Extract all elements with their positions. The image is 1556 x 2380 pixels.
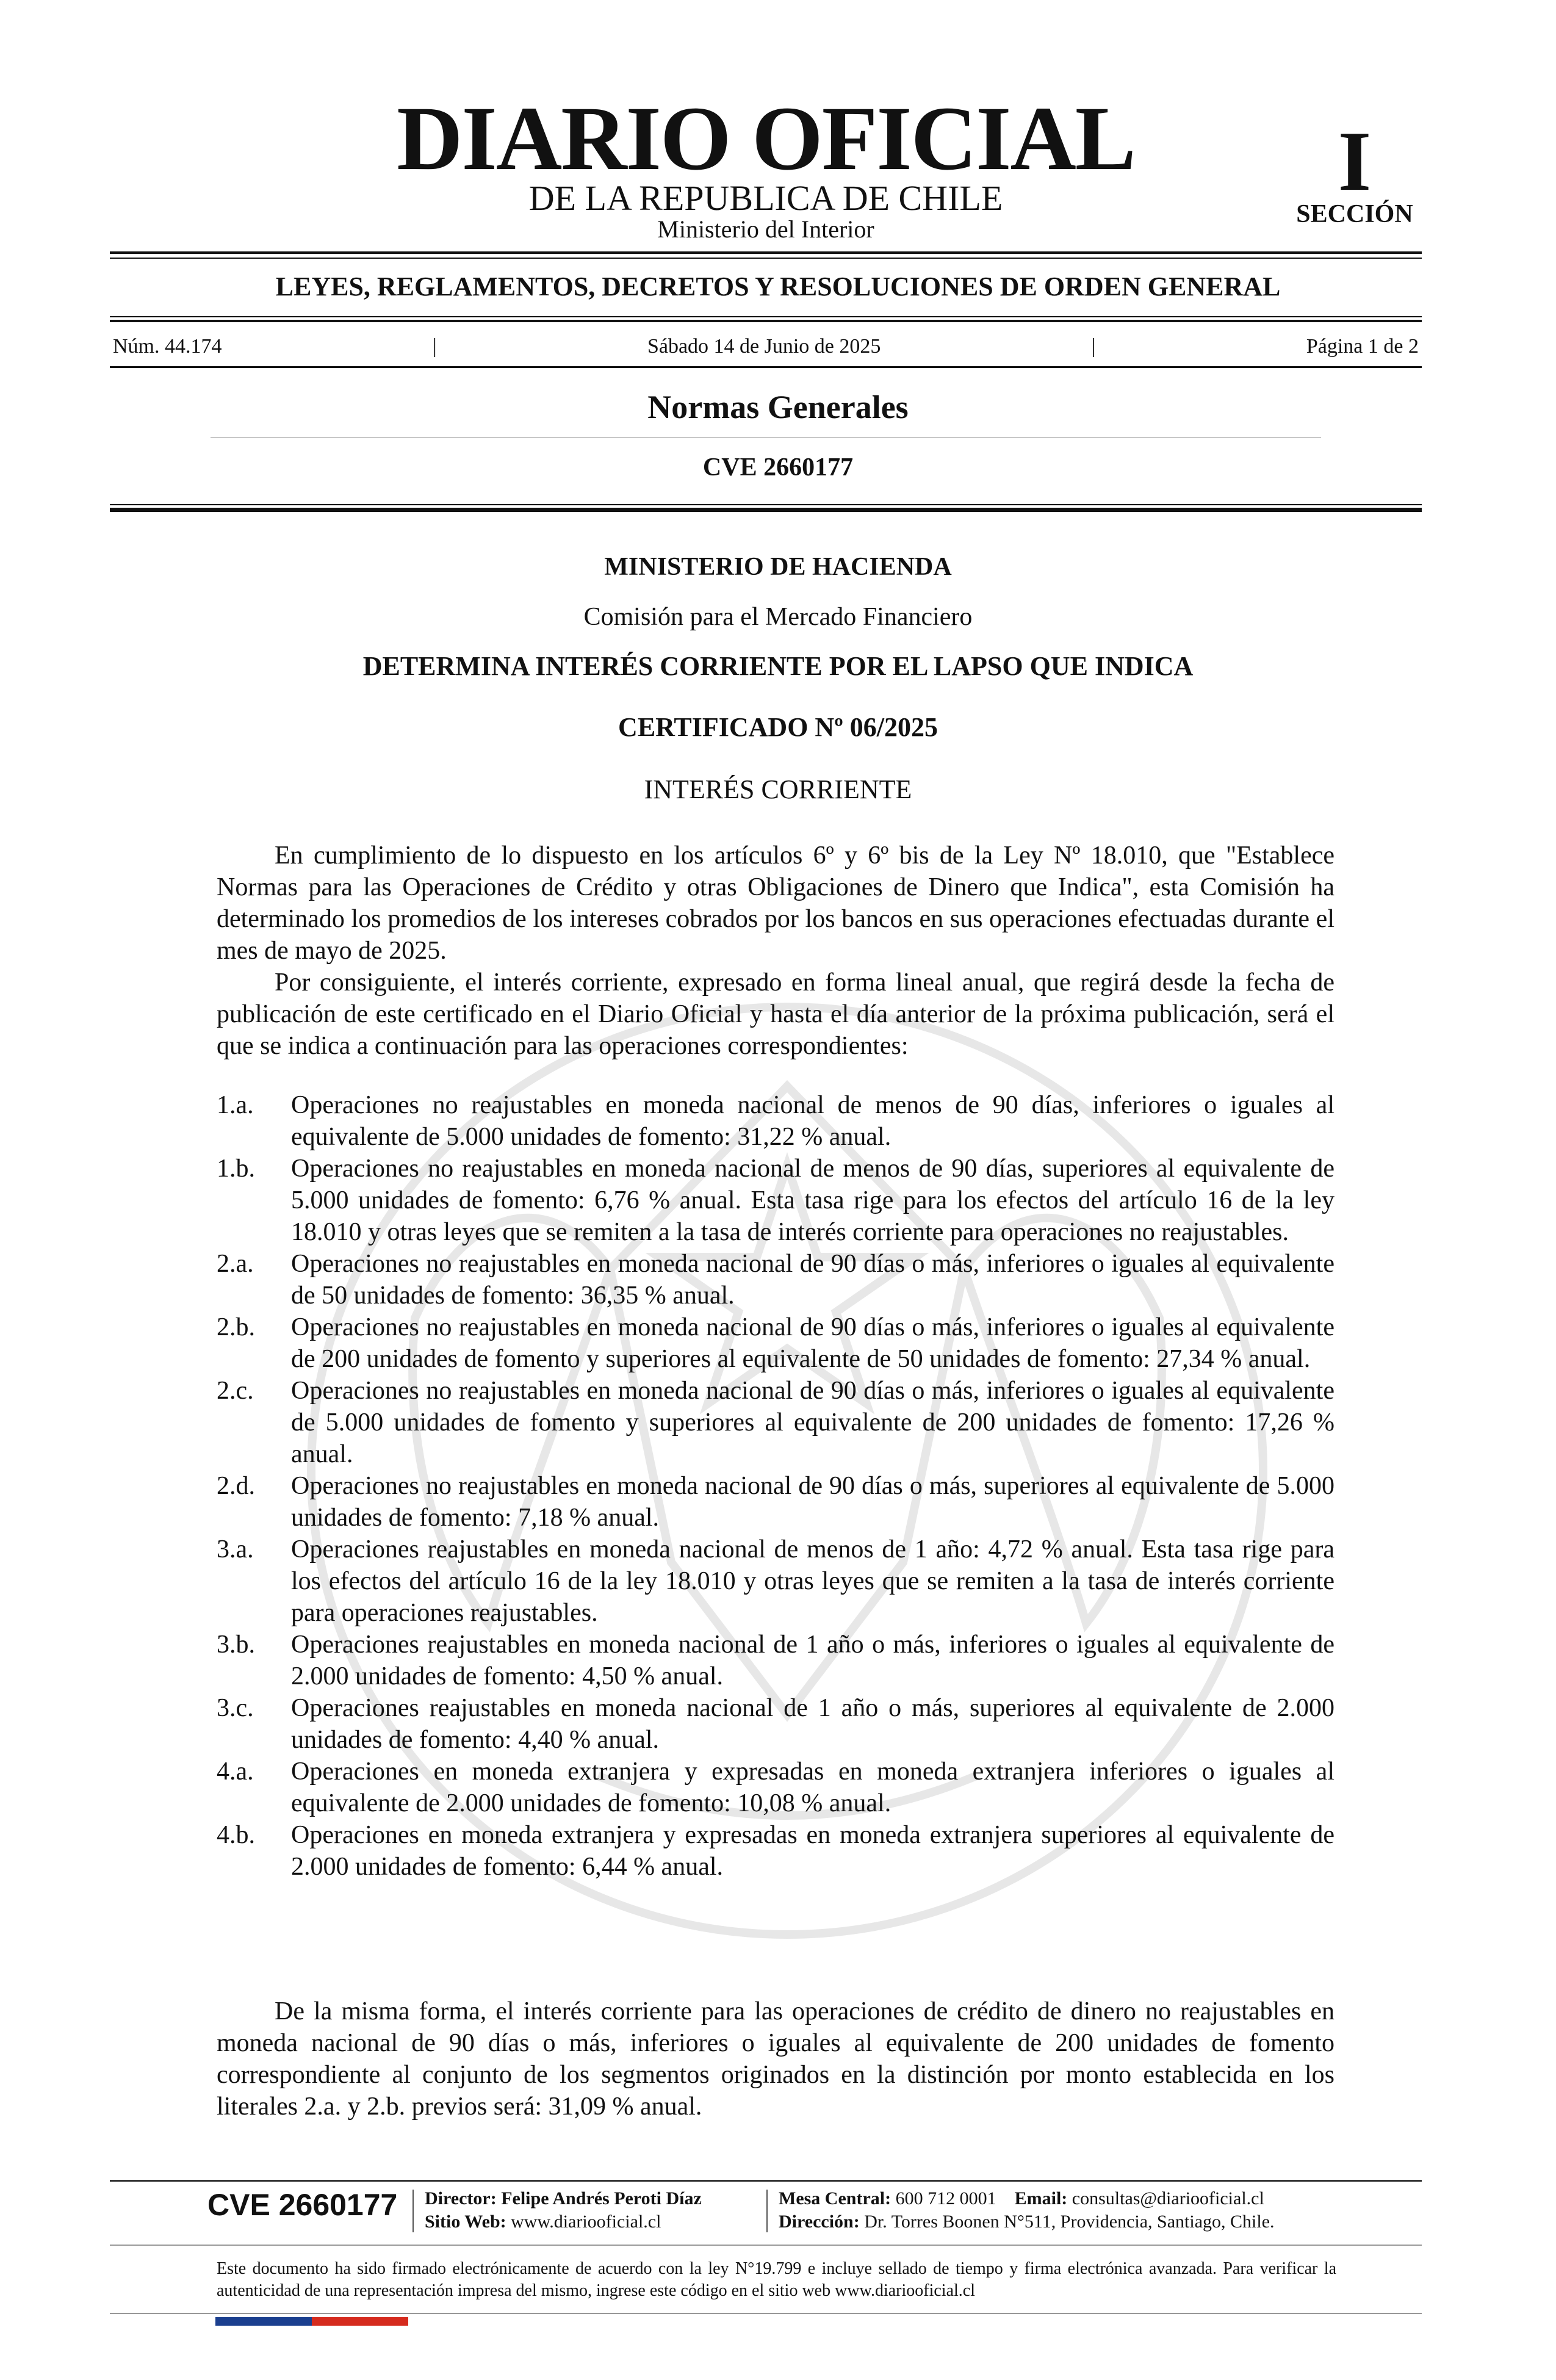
masthead-subtitle: DE LA REPUBLICA DE CHILE bbox=[528, 178, 1003, 218]
info-rule bbox=[110, 366, 1422, 368]
masthead-ministry: Ministerio del Interior bbox=[657, 215, 874, 243]
info-separator: | bbox=[432, 335, 437, 358]
item-text: Operaciones reajustables en moneda nacional de 1 año o más, inferiores o iguales al equivalente de 2.000 unidades de fomento: 4,50 % anual. bbox=[291, 1631, 1334, 1690]
issue-info-bar bbox=[113, 334, 1419, 359]
page-indicator: Página 1 de 2 bbox=[1306, 335, 1419, 358]
cve-code: CVE 2660177 bbox=[702, 453, 854, 481]
item-number: 2.c. bbox=[217, 1377, 254, 1405]
item-text: Operaciones en moneda extranjera y expresadas en moneda extranjera inferiores o iguales al equivalente de 2.000 unidades de fomento: 10,08 % anual. bbox=[291, 1758, 1334, 1817]
director-name: Felipe Andrés Peroti Díaz bbox=[501, 2188, 702, 2209]
item-number: 4.b. bbox=[217, 1821, 255, 1849]
item-number: 1.a. bbox=[217, 1091, 254, 1119]
footer-director bbox=[425, 2187, 773, 2210]
paragraph-1: En cumplimiento de lo dispuesto en los artículos 6º y 6º bis de la Ley Nº 18.010, que "Establece Normas para las Operaciones de Crédito y otras Obligaciones de Dinero que Indica", esta Comisión ha determinado los promedios de los intereses cobrados por los bancos en sus operaciones efectuadas durante el mes de mayo de 2025. bbox=[217, 842, 1334, 965]
site-label: Sitio Web: bbox=[425, 2212, 506, 2232]
flag-blue-stripe bbox=[215, 2317, 312, 2326]
item-text: Operaciones reajustables en moneda nacional de menos de 1 año: 4,72 % anual. Esta tasa rige para los efectos del artículo 16 de la ley 18.010 y otras leyes que se remiten a la tasa de interés corriente para operaciones reajustables. bbox=[291, 1535, 1334, 1627]
footer-contact-block bbox=[779, 2187, 1358, 2234]
footer-rule bbox=[110, 2180, 1422, 2182]
item-text: Operaciones reajustables en moneda nacional de 1 año o más, superiores al equivalente de 2.000 unidades de fomento: 4,40 % anual. bbox=[291, 1694, 1334, 1754]
footer-rule-thin bbox=[110, 2245, 1422, 2246]
item-text: Operaciones no reajustables en moneda nacional de 90 días o más, inferiores o iguales al equivalente de 200 unidades de fomento y superiores al equivalente de 50 unidades de fomento: 27,34 % anual. bbox=[291, 1313, 1334, 1373]
address-label: Dirección: bbox=[779, 2212, 860, 2232]
body-intro bbox=[217, 840, 1334, 1062]
document-heading: DETERMINA INTERÉS CORRIENTE POR EL LAPSO QUE INDICA bbox=[362, 651, 1194, 681]
item-text: Operaciones no reajustables en moneda nacional de 90 días o más, superiores al equivalente de 5.000 unidades de fomento: 7,18 % anual. bbox=[291, 1472, 1334, 1532]
footer-disclaimer: Este documento ha sido firmado electrónicamente de acuerdo con la ley N°19.799 e incluye sellado de tiempo y firma electrónica avanzada. Para verificar la autenticidad de una representación impresa del mismo, ingrese este código en el sitio web www.diariooficial.cl bbox=[217, 2259, 1336, 2300]
list-item bbox=[217, 1375, 1334, 1470]
issue-date: Sábado 14 de Junio de 2025 bbox=[647, 335, 881, 358]
site-link[interactable]: www.diariooficial.cl bbox=[511, 2212, 661, 2232]
item-number: 2.b. bbox=[217, 1313, 255, 1341]
list-item bbox=[217, 1248, 1334, 1311]
ministry-heading: MINISTERIO DE HACIENDA bbox=[604, 553, 952, 581]
header-rule-thick bbox=[110, 508, 1422, 512]
category-rule-thin bbox=[110, 316, 1422, 317]
item-number: 3.c. bbox=[217, 1694, 254, 1722]
masthead-title: DIARIO OFICIAL bbox=[397, 88, 1135, 189]
list-item bbox=[217, 1311, 1334, 1375]
list-item bbox=[217, 1470, 1334, 1534]
info-separator: | bbox=[1091, 335, 1096, 358]
item-number: 4.a. bbox=[217, 1758, 254, 1786]
section-label: SECCIÓN bbox=[1296, 200, 1413, 228]
footer-cve: CVE 2660177 bbox=[207, 2188, 398, 2222]
list-item bbox=[217, 1819, 1334, 1883]
list-item bbox=[217, 1089, 1334, 1153]
masthead-rule-top-thin bbox=[110, 258, 1422, 259]
list-item bbox=[217, 1629, 1334, 1692]
item-number: 2.d. bbox=[217, 1472, 255, 1500]
item-text: Operaciones no reajustables en moneda nacional de menos de 90 días, inferiores o iguales al equivalente de 5.000 unidades de fomento: 31,22 % anual. bbox=[291, 1091, 1334, 1151]
director-label: Director: bbox=[425, 2188, 497, 2209]
email-label: Email: bbox=[1014, 2188, 1068, 2209]
category-heading: LEYES, REGLAMENTOS, DECRETOS Y RESOLUCIONES DE ORDEN GENERAL bbox=[275, 272, 1281, 301]
footer-separator bbox=[766, 2190, 768, 2232]
section-number: I bbox=[1338, 114, 1372, 209]
subject-heading: INTERÉS CORRIENTE bbox=[644, 774, 912, 804]
footer-address bbox=[779, 2210, 1358, 2234]
item-number: 2.a. bbox=[217, 1250, 254, 1278]
email-link[interactable]: consultas@diariooficial.cl bbox=[1072, 2188, 1264, 2209]
footer-site bbox=[425, 2210, 773, 2234]
footer-contact bbox=[779, 2187, 1358, 2210]
list-item bbox=[217, 1534, 1334, 1629]
phone-label: Mesa Central: bbox=[779, 2188, 891, 2209]
item-number: 3.b. bbox=[217, 1631, 255, 1659]
list-item bbox=[217, 1692, 1334, 1756]
list-item bbox=[217, 1756, 1334, 1819]
item-text: Operaciones no reajustables en moneda nacional de menos de 90 días, superiores al equivalente de 5.000 unidades de fomento: 6,76 % anual. Esta tasa rige para los efectos del artículo 16 de la ley 18.010 y otras leyes que se remiten a la tasa de interés corriente para operaciones no reajustables. bbox=[291, 1155, 1334, 1246]
rates-list bbox=[217, 1089, 1334, 1883]
masthead-rule-top bbox=[110, 251, 1422, 254]
section-title-divider bbox=[211, 437, 1321, 438]
item-number: 3.a. bbox=[217, 1535, 254, 1563]
agency-heading: Comisión para el Mercado Financiero bbox=[583, 603, 973, 631]
footer-director-block bbox=[425, 2187, 773, 2234]
phone-value: 600 712 0001 bbox=[895, 2188, 996, 2209]
issue-number: Núm. 44.174 bbox=[113, 335, 222, 358]
certificate-heading: CERTIFICADO Nº 06/2025 bbox=[618, 712, 938, 742]
footer-rule-bottom bbox=[110, 2313, 1422, 2314]
item-text: Operaciones no reajustables en moneda nacional de 90 días o más, inferiores o iguales al equivalente de 50 unidades de fomento: 36,35 % anual. bbox=[291, 1250, 1334, 1310]
paragraph-3: De la misma forma, el interés corriente para las operaciones de crédito de dinero no reajustables en moneda nacional de 90 días o más, inferiores o iguales al equivalente de 200 unidades de fomento correspondiente al conjunto de los segmentos originados en la distinción por monto establecida en los literales 2.a. y 2.b. previos será: 31,09 % anual. bbox=[217, 1997, 1334, 2121]
item-text: Operaciones no reajustables en moneda nacional de 90 días o más, inferiores o iguales al equivalente de 5.000 unidades de fomento y superiores al equivalente de 200 unidades de fomento: 17,26 % anual. bbox=[291, 1377, 1334, 1468]
header-rule-thin bbox=[110, 504, 1422, 505]
section-title: Normas Generales bbox=[647, 389, 909, 425]
footer-separator bbox=[412, 2190, 414, 2232]
item-number: 1.b. bbox=[217, 1155, 255, 1183]
category-rule bbox=[110, 320, 1422, 322]
flag-red-stripe bbox=[312, 2317, 408, 2326]
paragraph-2: Por consiguiente, el interés corriente, expresado en forma lineal anual, que regirá desde la fecha de publicación de este certificado en el Diario Oficial y hasta el día anterior de la próxima publicación, será el que se indica a continuación para las operaciones correspondientes: bbox=[217, 968, 1334, 1060]
body-closing bbox=[217, 1996, 1334, 2122]
item-text: Operaciones en moneda extranjera y expresadas en moneda extranjera superiores al equivalente de 2.000 unidades de fomento: 6,44 % anual. bbox=[291, 1821, 1334, 1881]
list-item bbox=[217, 1153, 1334, 1248]
address-value: Dr. Torres Boonen N°511, Providencia, Santiago, Chile. bbox=[864, 2212, 1275, 2232]
